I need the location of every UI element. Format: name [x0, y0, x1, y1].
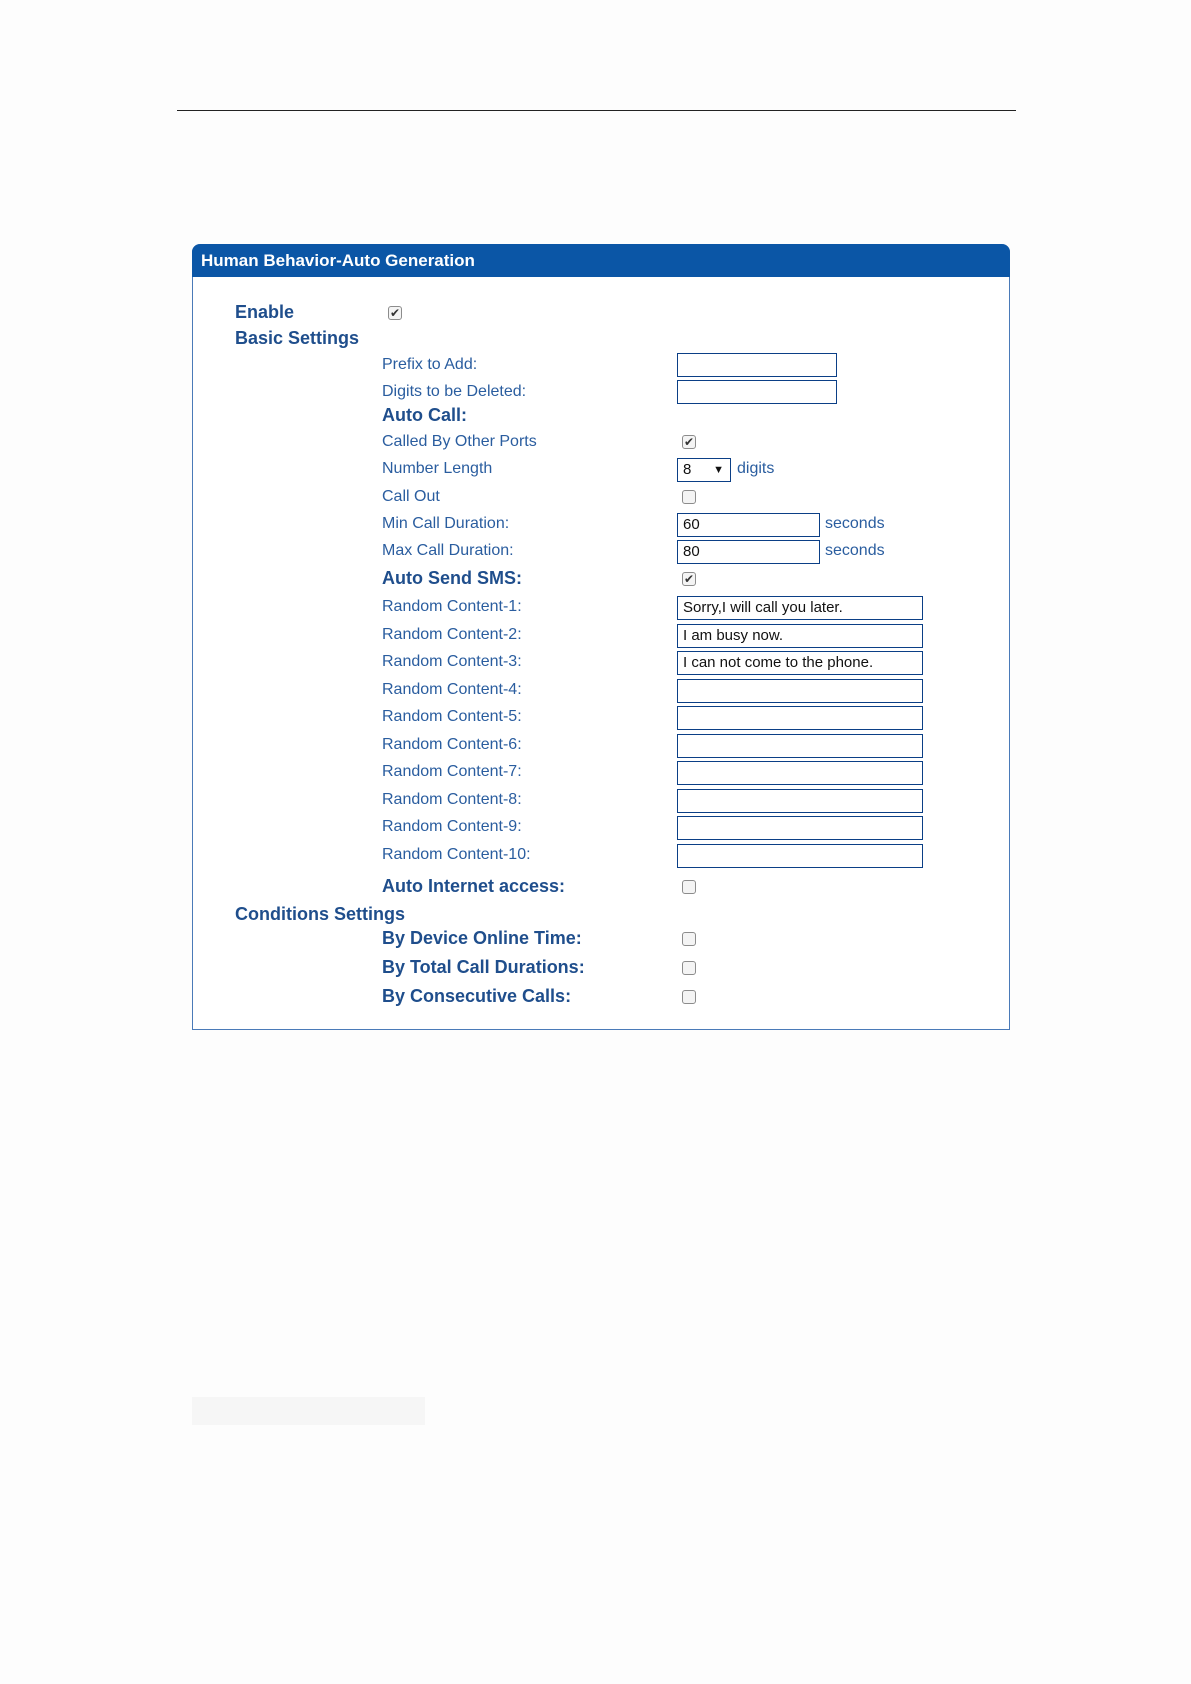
random-content-input[interactable]	[677, 706, 923, 730]
auto-internet-checkbox[interactable]	[682, 880, 696, 894]
random-content-label: Random Content-1:	[382, 598, 522, 615]
called-by-other-label: Called By Other Ports	[382, 433, 537, 450]
call-out-label: Call Out	[382, 488, 440, 505]
footer-placeholder	[192, 1397, 425, 1425]
check-icon: ✔	[683, 435, 695, 449]
number-length-row	[193, 457, 1009, 483]
min-duration-label: Min Call Duration:	[382, 515, 510, 532]
digits-deleted-row	[193, 380, 1009, 406]
min-duration-unit: seconds	[825, 515, 885, 532]
total-durations-checkbox[interactable]	[682, 961, 696, 975]
random-content-input[interactable]	[677, 734, 923, 758]
max-duration-unit: seconds	[825, 542, 885, 559]
random-content-row	[193, 623, 1009, 649]
random-content-input[interactable]	[677, 679, 923, 703]
prefix-input[interactable]	[677, 353, 837, 377]
auto-sms-row	[193, 567, 1009, 593]
check-icon: ✔	[389, 306, 401, 320]
number-length-value: 8	[683, 461, 692, 478]
consecutive-checkbox[interactable]	[682, 990, 696, 1004]
digits-deleted-label: Digits to be Deleted:	[382, 383, 527, 400]
random-content-row	[193, 843, 1009, 869]
total-durations-row	[193, 956, 1009, 982]
auto-sms-checkbox[interactable]	[682, 572, 696, 586]
online-time-checkbox[interactable]	[682, 932, 696, 946]
random-content-input[interactable]	[677, 789, 923, 813]
call-out-checkbox[interactable]	[682, 490, 696, 504]
auto-internet-label: Auto Internet access:	[382, 876, 566, 896]
random-content-row	[193, 815, 1009, 841]
check-icon: ✔	[683, 572, 695, 586]
random-content-row	[193, 678, 1009, 704]
random-content-label: Random Content-6:	[382, 735, 522, 753]
random-content-input[interactable]	[677, 816, 923, 840]
conditions-heading: Conditions Settings	[235, 904, 405, 924]
random-content-input[interactable]: Sorry,I will call you later.	[677, 596, 923, 620]
number-length-select[interactable]	[677, 458, 731, 482]
min-duration-input[interactable]: 60	[677, 513, 820, 537]
random-content-label: Random Content-2:	[382, 625, 522, 643]
prefix-row	[193, 353, 1009, 379]
min-duration-row	[193, 512, 1009, 538]
number-length-label: Number Length	[382, 460, 493, 477]
prefix-label: Prefix to Add:	[382, 356, 478, 373]
max-duration-row	[193, 539, 1009, 565]
random-content-label: Random Content-8:	[382, 790, 522, 808]
random-content-row	[193, 760, 1009, 786]
random-content-row	[193, 788, 1009, 814]
online-time-label: By Device Online Time:	[382, 928, 582, 948]
human-behavior-panel	[192, 244, 1010, 1030]
random-content-label: Random Content-4:	[382, 680, 522, 698]
enable-checkbox[interactable]	[388, 306, 402, 320]
random-content-row	[193, 650, 1009, 676]
call-out-row	[193, 485, 1009, 511]
random-content-input[interactable]: I am busy now.	[677, 624, 923, 648]
basic-settings-heading: Basic Settings	[235, 328, 360, 348]
online-time-row	[193, 927, 1009, 953]
auto-call-heading: Auto Call:	[382, 405, 467, 425]
auto-sms-label: Auto Send SMS:	[382, 568, 522, 588]
enable-label: Enable	[235, 302, 295, 322]
max-duration-label: Max Call Duration:	[382, 542, 514, 559]
random-content-row	[193, 733, 1009, 759]
random-content-label: Random Content-5:	[382, 708, 522, 725]
max-duration-input[interactable]: 80	[677, 540, 820, 564]
page-top-rule	[177, 110, 1016, 111]
triangle-down-icon: ▼	[713, 464, 724, 476]
random-content-input[interactable]: I can not come to the phone.	[677, 651, 923, 675]
random-content-input[interactable]	[677, 761, 923, 785]
panel-title: Human Behavior-Auto Generation	[192, 244, 1010, 277]
consecutive-row	[193, 985, 1009, 1011]
consecutive-label: By Consecutive Calls:	[382, 986, 572, 1006]
random-content-label: Random Content-10:	[382, 845, 531, 863]
called-by-other-checkbox[interactable]	[682, 435, 696, 449]
random-content-row	[193, 595, 1009, 621]
total-durations-label: By Total Call Durations:	[382, 957, 585, 977]
number-length-unit: digits	[737, 460, 775, 477]
random-content-label: Random Content-7:	[382, 763, 522, 780]
random-content-row	[193, 705, 1009, 731]
digits-deleted-input[interactable]	[677, 380, 837, 404]
random-content-label: Random Content-3:	[382, 653, 522, 670]
random-content-label: Random Content-9:	[382, 818, 522, 835]
auto-internet-row	[193, 875, 1009, 901]
random-content-input[interactable]	[677, 844, 923, 868]
called-by-other-row	[193, 430, 1009, 456]
